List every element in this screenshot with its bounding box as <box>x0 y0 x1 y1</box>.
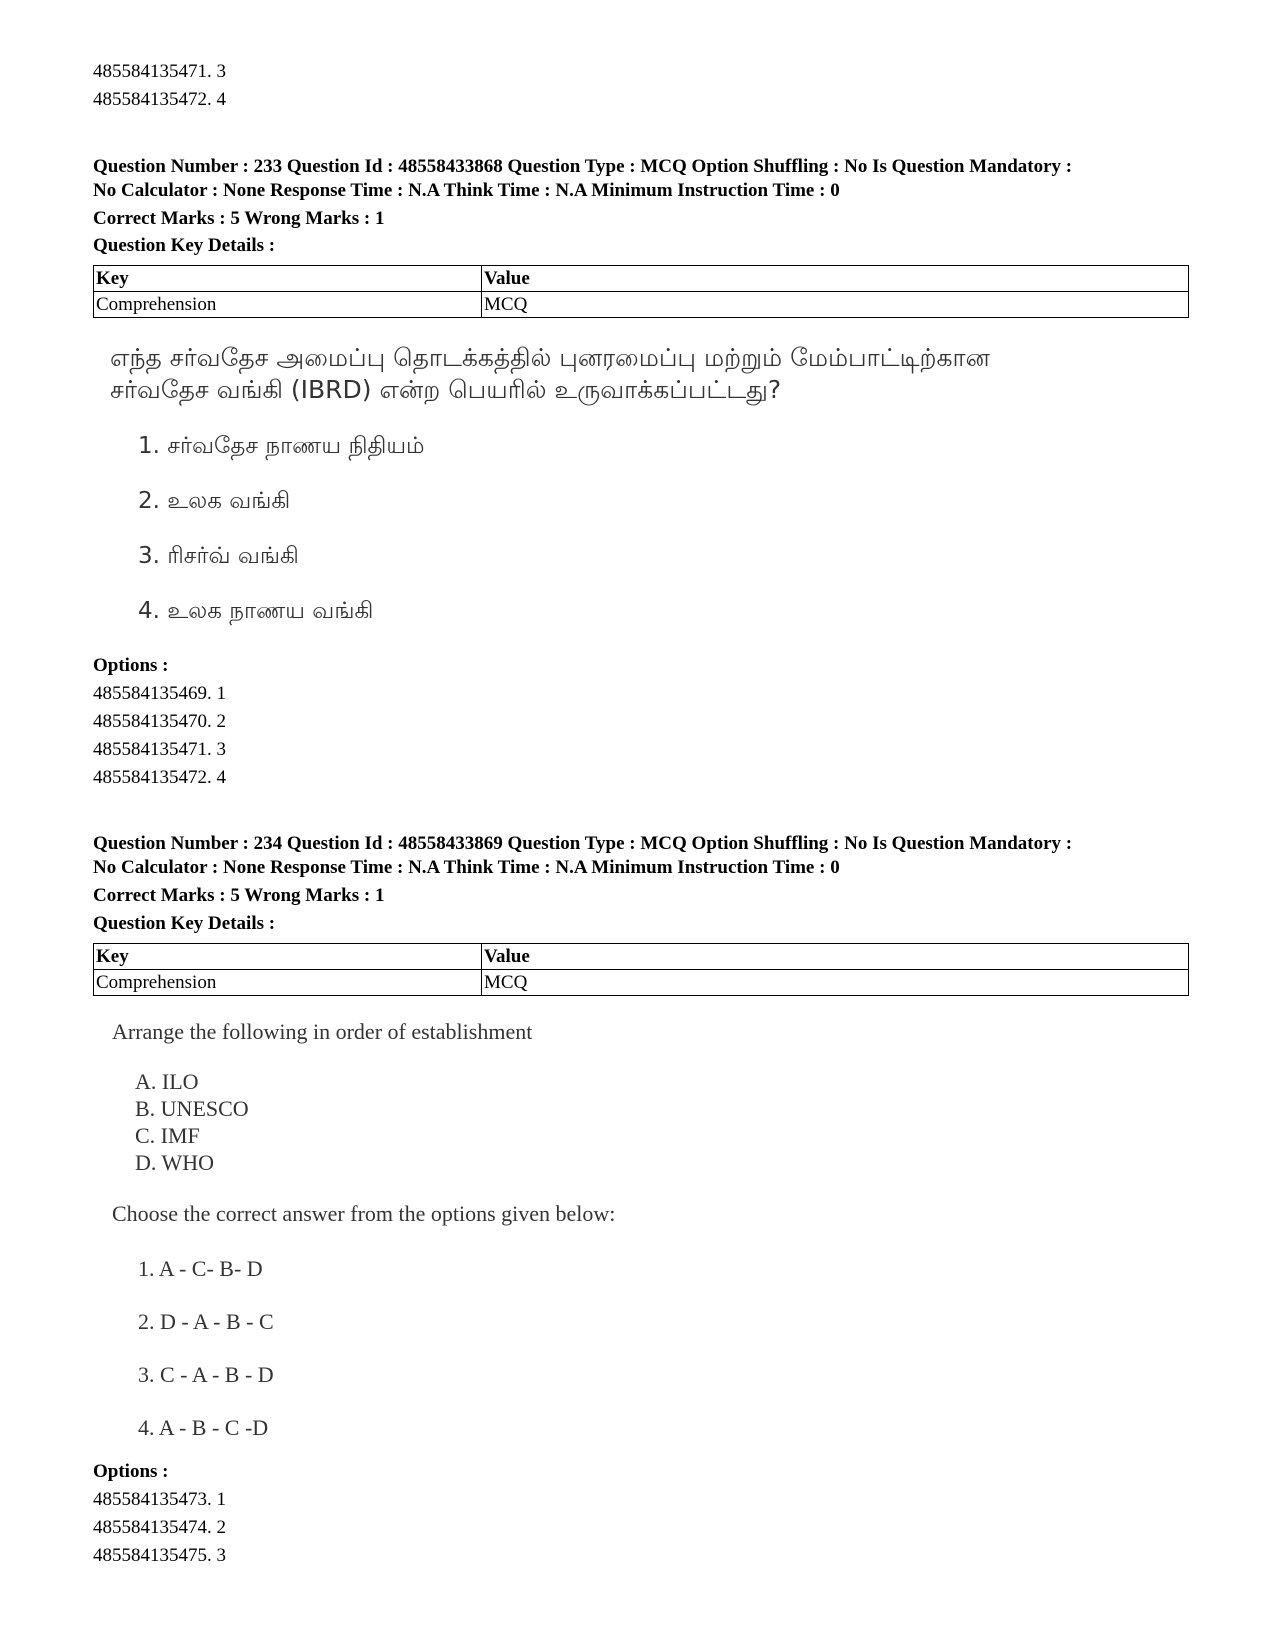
option-id-line: 485584135469. 1 <box>93 683 226 704</box>
table-row <box>94 292 1189 318</box>
table-header-row <box>94 944 1189 970</box>
table-header-key: Key <box>94 266 482 292</box>
question-header-line1: Question Number : 233 Question Id : 48558433868 Question Type : MCQ Option Shuffling : No Is Question Mandatory : <box>93 156 1073 177</box>
answer-choice-4: 4. உலக நாணய வங்கி <box>138 598 374 624</box>
table-header-value: Value <box>482 266 1189 292</box>
answer-choice-4: 4. A - B - C -D <box>138 1415 269 1440</box>
table-cell-value: MCQ <box>482 970 1189 996</box>
table-cell-key: Comprehension <box>94 970 482 996</box>
option-id-line: 485584135470. 2 <box>93 711 226 732</box>
key-details-table <box>93 943 1189 996</box>
answer-choice-3: 3. ரிசர்வ் வங்கி <box>138 543 299 569</box>
question-text: Arrange the following in order of establishment <box>112 1019 533 1044</box>
question-text-line1: எந்த சர்வதேச அமைப்பு தொடக்கத்தில் புனரமைப்பு மற்றும் மேம்பாட்டிற்கான <box>110 343 990 372</box>
answer-choice-2: 2. உலக வங்கி <box>138 488 291 514</box>
table-header-row <box>94 266 1189 292</box>
answer-choice-1: 1. சர்வதேச நாணய நிதியம் <box>138 433 425 459</box>
list-item: A. ILO <box>135 1069 199 1094</box>
table-header-key: Key <box>94 944 482 970</box>
table-cell-key: Comprehension <box>94 292 482 318</box>
question-instruction: Choose the correct answer from the options given below: <box>112 1201 616 1226</box>
options-label: Options : <box>93 655 169 676</box>
question-header-line2: No Calculator : None Response Time : N.A Think Time : N.A Minimum Instruction Time : 0 <box>93 180 840 201</box>
answer-choice-1: 1. A - C- B- D <box>138 1256 263 1281</box>
list-item: C. IMF <box>135 1123 200 1148</box>
option-id-line: 485584135471. 3 <box>93 61 226 82</box>
table-header-value: Value <box>482 944 1189 970</box>
table-cell-value: MCQ <box>482 292 1189 318</box>
option-id-line: 485584135474. 2 <box>93 1517 226 1538</box>
table-row <box>94 970 1189 996</box>
options-label: Options : <box>93 1461 169 1482</box>
question-header-line1: Question Number : 234 Question Id : 48558433869 Question Type : MCQ Option Shuffling : No Is Question Mandatory : <box>93 833 1073 854</box>
option-id-line: 485584135472. 4 <box>93 767 226 788</box>
answer-choice-3: 3. C - A - B - D <box>138 1362 274 1387</box>
marks-line: Correct Marks : 5 Wrong Marks : 1 <box>93 885 385 906</box>
list-item: B. UNESCO <box>135 1096 249 1121</box>
key-details-table <box>93 265 1189 318</box>
answer-choice-2: 2. D - A - B - C <box>138 1309 274 1334</box>
key-details-label: Question Key Details : <box>93 913 276 934</box>
question-text-line2: சர்வதேச வங்கி (IBRD) என்ற பெயரில் உருவாக்கப்பட்டது? <box>110 375 782 404</box>
marks-line: Correct Marks : 5 Wrong Marks : 1 <box>93 208 385 229</box>
key-details-label: Question Key Details : <box>93 235 276 256</box>
option-id-line: 485584135471. 3 <box>93 739 226 760</box>
list-item: D. WHO <box>135 1150 215 1175</box>
option-id-line: 485584135472. 4 <box>93 89 226 110</box>
option-id-line: 485584135475. 3 <box>93 1545 226 1566</box>
question-header-line2: No Calculator : None Response Time : N.A Think Time : N.A Minimum Instruction Time : 0 <box>93 857 840 878</box>
option-id-line: 485584135473. 1 <box>93 1489 226 1510</box>
